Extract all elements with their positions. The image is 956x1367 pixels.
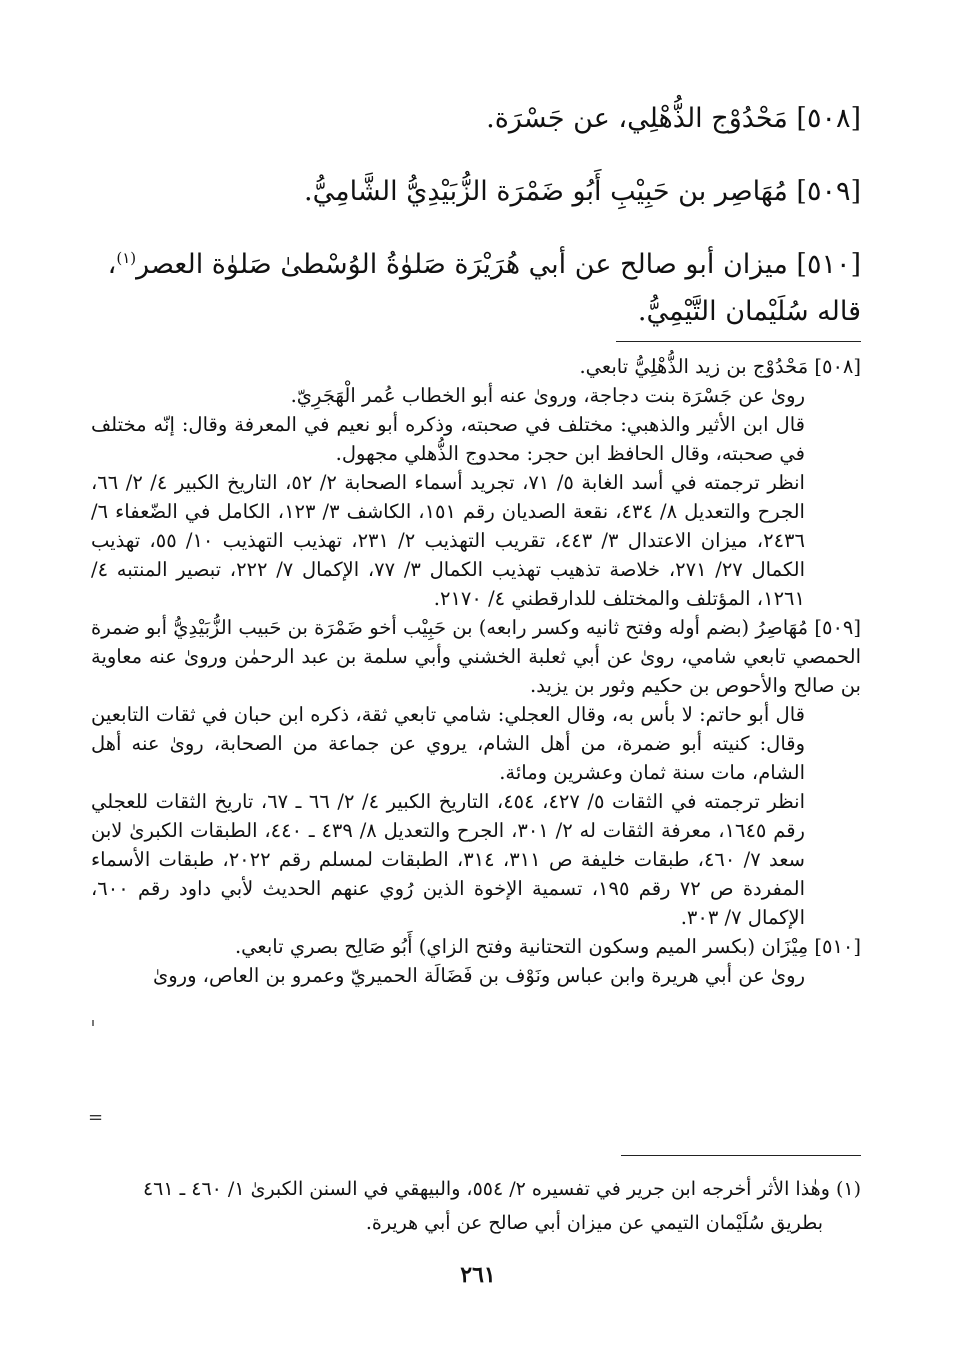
- entry-508: [91, 95, 861, 142]
- note-line: رویٰ عن جَسْرَة بنت دجاجة، ورویٰ عنه أبو الخطاب عُمر الْهَجَرِيّ.: [290, 384, 805, 407]
- continuation-mark: =: [88, 1107, 104, 1128]
- note-head-text: مَحْدُوْج بن زيد الذُّهْلِيُّ تابعي.: [579, 355, 809, 378]
- footnote-ref: (١): [116, 249, 137, 267]
- note-body: [91, 381, 805, 613]
- footnote-line: بطريق سُلَيْمان التيمي عن ميزان أبي صالح عن أبي هريرة.: [365, 1212, 823, 1234]
- footnote-text: وهٰذا الأثر أخرجه ابن جرير في تفسيره ٢/ ٥٥٤، والبيهقي في السنن الكبرىٰ ١/ ٤٦٠ ـ ٤٦١: [142, 1178, 830, 1200]
- note-line: انظر ترجمته في الثقات ٥/ ٤٢٧، ٤٥٤، التاريخ الكبير ٤/ ٢/ ٦٦ ـ ٦٧، تاريخ الثقات للعجلي رقم ١٦٤٥، معرفة الثقات له ٢/ ٣٠١، الجرح والتعديل ٨/ ٤٣٩ ـ ٤٤٠، الطبقات الكبرىٰ لابن سعد ٧/ ٤٦٠، طبقات خليفة ص ٣١١، ٣١٤، الطبقات لمسلم رقم ٢٠٢٢، طبقات الأسماء المفردة ص ٧٢ رقم ١٩٥، تسمية الإخوة الذين رُوي عنهم الحديث لأبي داود رقم ٦٠٠، الإكمال ٧/ ٣٠٣.: [91, 790, 805, 929]
- note-508: [91, 352, 861, 613]
- main-text: [91, 95, 861, 335]
- note-number: [٥١٠]: [814, 935, 861, 958]
- note-heading: [91, 932, 861, 961]
- margin-mark: [92, 1020, 94, 1026]
- entry-text: ميزان أبو صالح عن أبي هُرَيْرَة صَلوٰةُ الوُسْطىٰ صَلوٰة العصر: [136, 249, 788, 280]
- footnote: [91, 1172, 861, 1240]
- entry-509: [91, 168, 861, 215]
- entry-510: [91, 241, 861, 335]
- note-heading: [91, 613, 861, 700]
- note-number: [٥٠٩]: [814, 616, 861, 639]
- entry-text: مُهَاصِر بن حَبِيْبِ أَبُو ضَمْرَة الزُّبَيْدِيُّ الشَّامِيُّ.: [304, 176, 788, 207]
- note-line: رویٰ عن أبي هريرة وابن عباس ونَوْف بن فَضَالَة الحميريّ وعمرو بن العاص، ورویٰ: [152, 964, 805, 987]
- footnote-rule: [621, 1155, 861, 1156]
- entry-text: مَحْدُوْج الذُّهْلِي، عن جَسْرَة.: [486, 103, 788, 134]
- note-body: [91, 961, 805, 990]
- separator-rule: [616, 341, 861, 342]
- entry-text-line2: قاله سُلَيْمان التَّيْمِيُّ.: [637, 296, 861, 327]
- note-body: [91, 700, 805, 932]
- entry-number: [٥٠٩]: [796, 176, 861, 207]
- note-heading: [91, 352, 861, 381]
- commentary: [91, 352, 861, 990]
- entry-punct: ،: [107, 249, 117, 280]
- footnote-line: [91, 1172, 861, 1206]
- note-509: [91, 613, 861, 932]
- note-number: [٥٠٨]: [814, 355, 861, 378]
- page-number: ٢٦١: [460, 1262, 496, 1288]
- note-line: انظر ترجمته في أسد الغابة ٥/ ٧١، تجريد أسماء الصحابة ٢/ ٥٢، التاريخ الكبير ٤/ ٢/ ٦٦، الجرح والتعديل ٨/ ٤٣٤، نقعة الصديان رقم ١٥١، الكاشف ٣/ ١٢٣، الكامل في الضّعفاء ٦/ ٢٤٣٦، ميزان الاعتدال ٣/ ٤٤٣، تقريب التهذيب ٢/ ٢٣١، تهذيب التهذيب ١٠/ ٥٥، تهذيب الكمال ٢٧/ ٢٧١، خلاصة تذهيب تهذيب الكمال ٣/ ٧٧، الإكمال ٧/ ٢٢٢، تبصير المنتبه ٤/ ١٢٦١، المؤتلف والمختلف للدارقطني ٤/ ٢١٧٠.: [91, 471, 805, 610]
- note-head-text: مُهَاصِرُ (بضم أوله وفتح ثانيه وكسر رابعه) بن حَبِيْب أخو ضَمْرَة بن حَبيب الزُّبَيْدِيُّ أبو ضمرة الحمصي تابعي شامي، رویٰ عن أبي ثعلبة الخشني وأبي سلمة بن عبد الرحمٰن ورویٰ عنه معاوية بن صالح والأحوص بن حكيم وثور بن يزيد.: [91, 616, 861, 697]
- note-510: [91, 932, 861, 990]
- note-head-text: مِيْزَان (بكسر الميم وسكون التحتانية وفتح الزاي) أَبُو صَالِح بصري تابعي.: [234, 935, 809, 958]
- footnote-number: (١): [835, 1178, 861, 1200]
- entry-number: [٥١٠]: [796, 249, 861, 280]
- note-line: قال ابن الأثير والذهبي: مختلف في صحبته، وذكره أبو نعيم في المعرفة وقال: إنّه مختلف في صحبته، وقال الحافظ ابن حجر: محدوج الذُّهلي مجهول.: [91, 413, 805, 465]
- entry-number: [٥٠٨]: [796, 103, 861, 134]
- note-line: قال أبو حاتم: لا بأس به، وقال العجلي: شامي تابعي ثقة، ذكره ابن حبان في ثقات التابعين وقال: كنيته أبو ضمرة، من أهل الشام، يروي عن جماعة من الصحابة، رویٰ عنه أهل الشام، مات سنة ثمان وعشرين ومائة.: [91, 703, 805, 784]
